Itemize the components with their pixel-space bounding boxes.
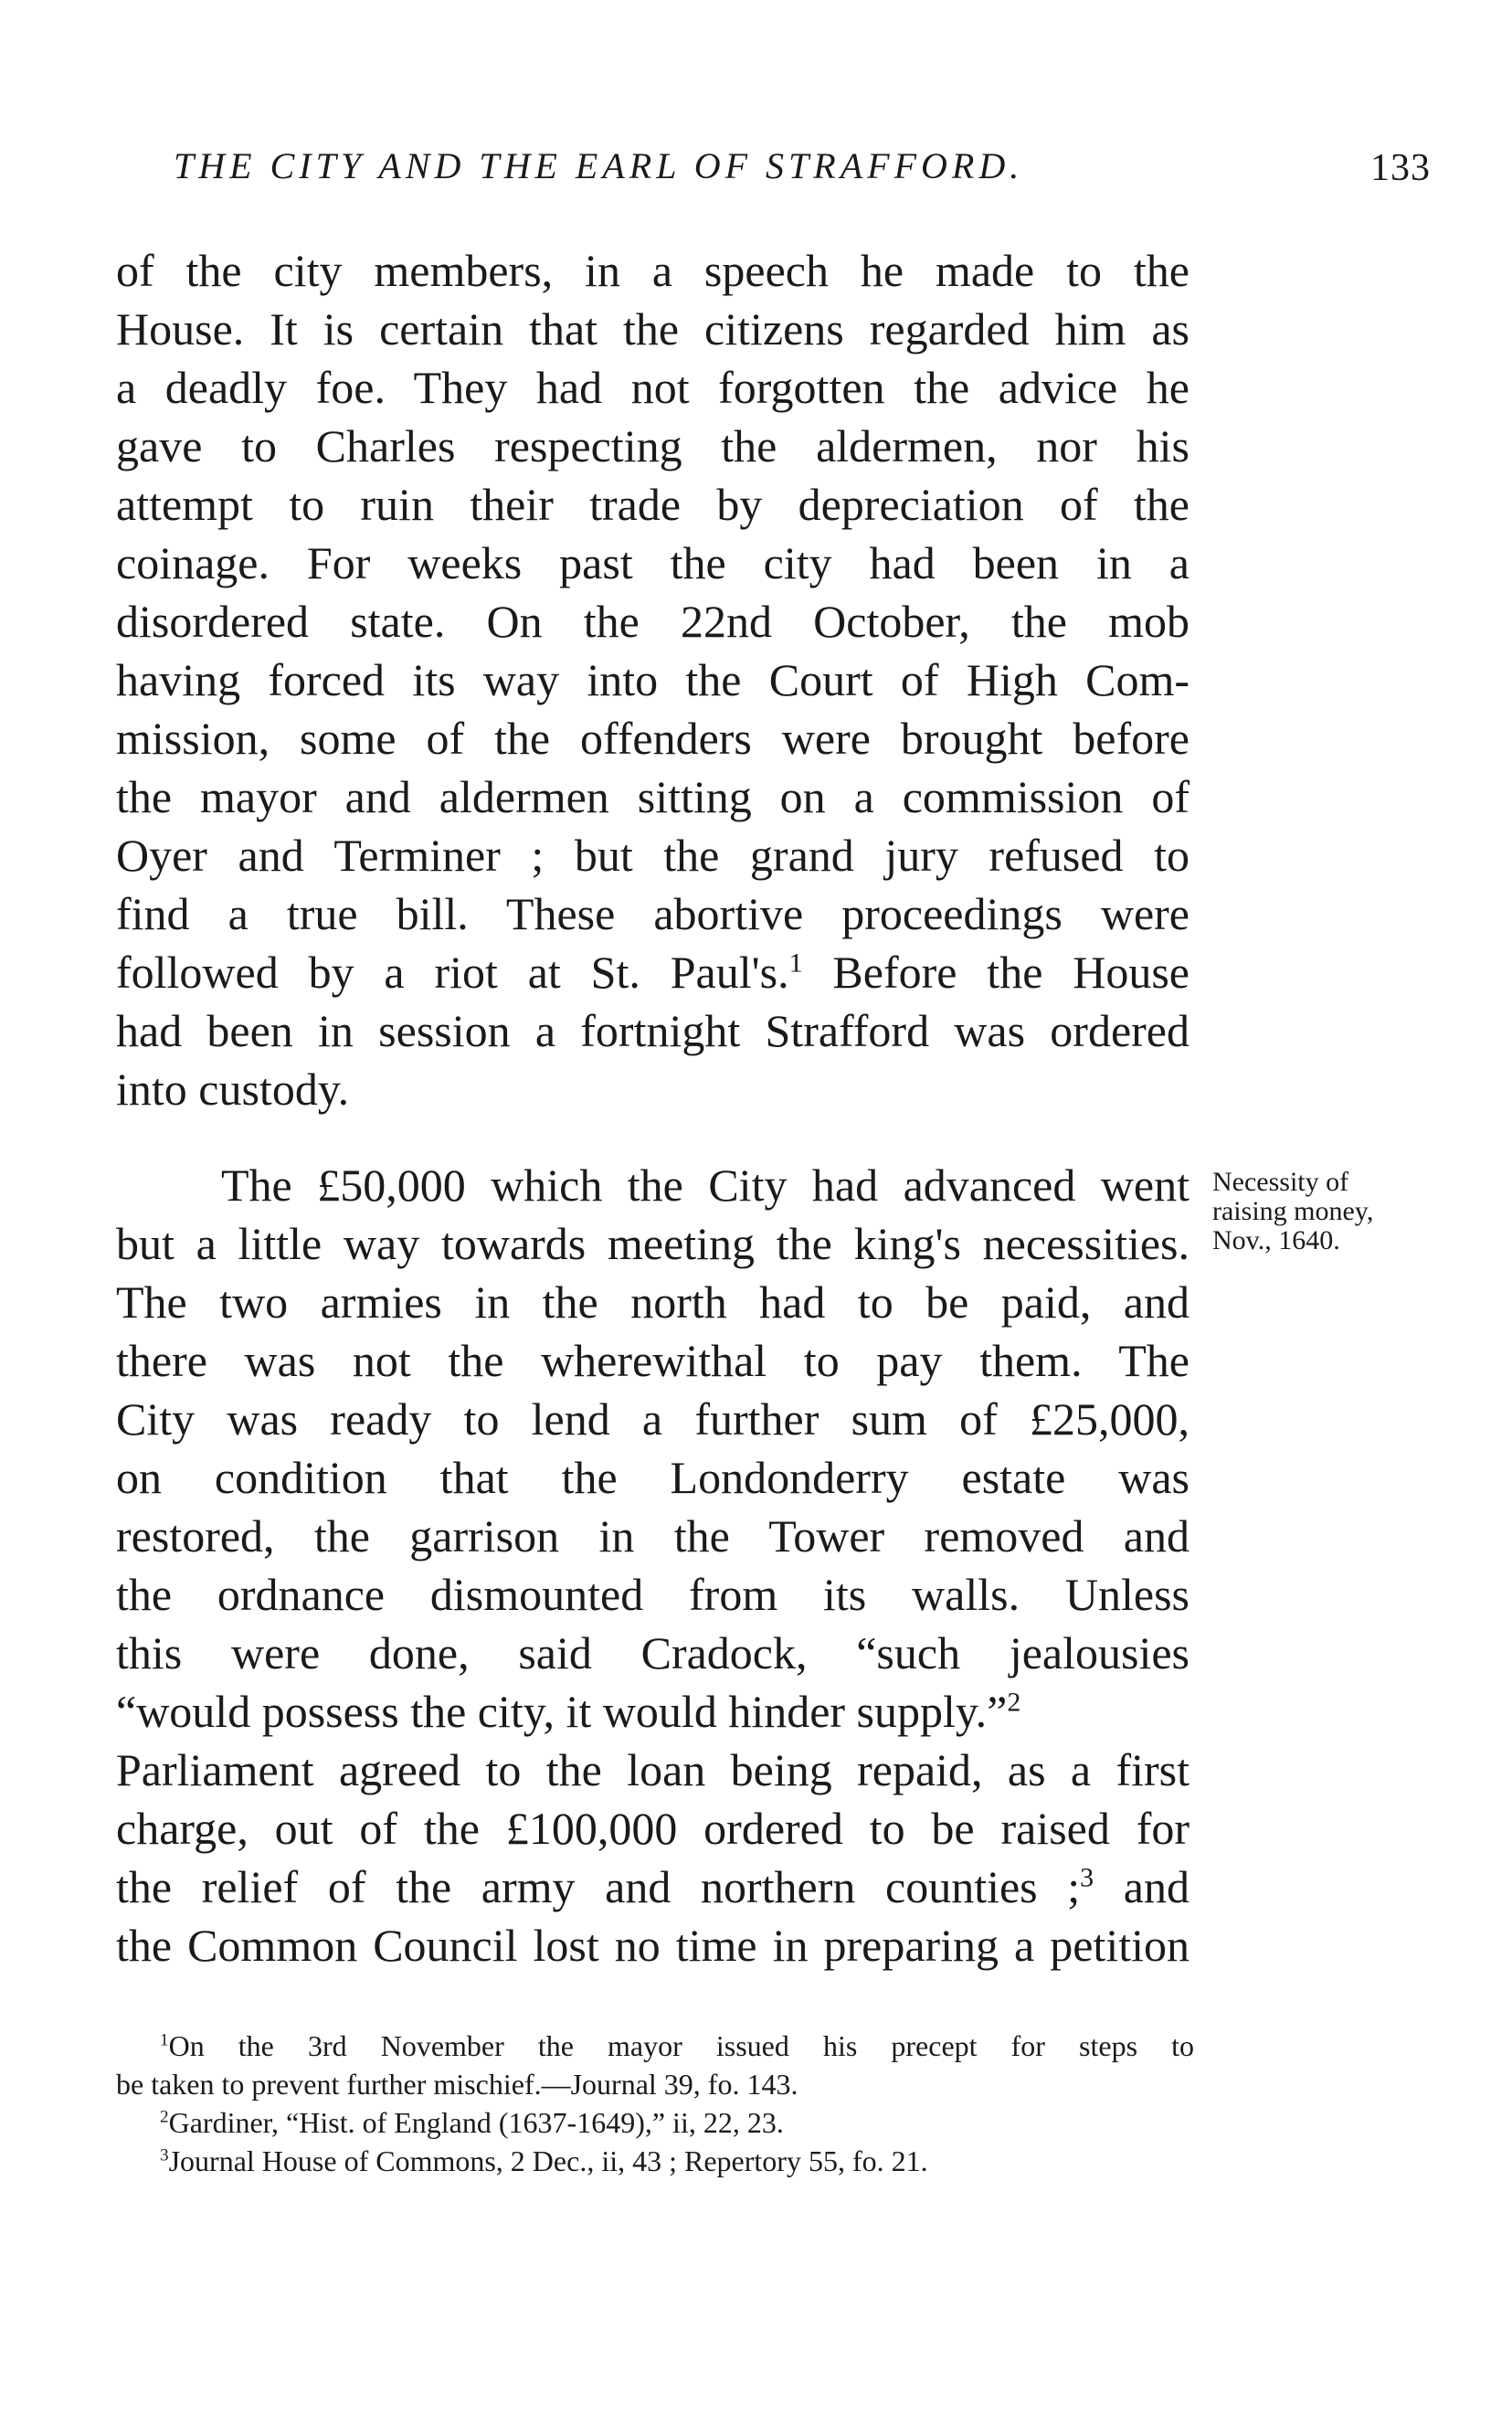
text-line: a deadly foe. They had not forgotten the advice he xyxy=(116,362,1190,413)
text-line: disordered state. On the 22nd October, the mob xyxy=(116,596,1190,647)
text-line-with-note xyxy=(116,1858,1190,1916)
footnotes xyxy=(116,2027,1194,2180)
text-line: find a true bill. These abortive proceedings were xyxy=(116,888,1190,939)
text-fragment: “would possess the city, it would hinder supply.” xyxy=(116,1686,1008,1737)
text-fragment: Before the House xyxy=(802,947,1190,998)
text-line: having forced its way into the Court of High Com- xyxy=(116,654,1190,705)
text-line: into custody. xyxy=(116,1064,350,1115)
text-line: of the city members, in a speech he made to the xyxy=(116,245,1190,296)
text-line: the Common Council lost no time in preparing a petition xyxy=(116,1920,1190,1971)
text-line: had been in session a fortnight Strafford was ordered xyxy=(116,1005,1190,1056)
text-line: mission, some of the offenders were brought before xyxy=(116,713,1190,764)
footnote-1 xyxy=(116,2027,1194,2065)
paragraph-1 xyxy=(116,241,1190,1118)
text-line: Parliament agreed to the loan being repaid, as a first xyxy=(116,1744,1190,1795)
text-line: coinage. For weeks past the city had been in a xyxy=(116,537,1190,588)
running-title: THE CITY AND THE EARL OF STRAFFORD. xyxy=(174,145,1024,186)
footnote-marker: 1 xyxy=(160,2030,169,2050)
text-line: on condition that the Londonderry estate was xyxy=(116,1452,1190,1503)
text-fragment: the relief of the army and northern counties ; xyxy=(116,1861,1081,1912)
footnote-text: Gardiner, “Hist. of England (1637-1649),” ii, 22, 23. xyxy=(168,2106,784,2139)
footnote-ref-2: 2 xyxy=(1007,1687,1021,1718)
text-line: this were done, said Cradock, “such jealousies xyxy=(116,1627,1190,1678)
footnote-ref-3: 3 xyxy=(1080,1862,1094,1893)
text-line: City was ready to lend a further sum of £25,000, xyxy=(116,1393,1190,1445)
footnote-text: On the 3rd November the mayor issued his precept for steps to xyxy=(168,2029,1194,2062)
footnote-2 xyxy=(116,2103,1194,2142)
text-fragment: and xyxy=(1094,1861,1190,1912)
footnote-ref-1: 1 xyxy=(788,948,803,979)
text-line-with-note xyxy=(116,943,1190,1001)
text-line: The two armies in the north had to be paid, and xyxy=(116,1276,1190,1328)
margin-note-line: Necessity of xyxy=(1212,1167,1349,1197)
text-line: but a little way towards meeting the king's necessities. xyxy=(116,1218,1190,1269)
page-number: 133 xyxy=(1370,147,1431,189)
footnote-marker: 2 xyxy=(160,2107,169,2127)
footnote-text: Journal House of Commons, 2 Dec., ii, 43 ; Repertory 55, fo. 21. xyxy=(168,2144,928,2177)
text-line: there was not the wherewithal to pay them. The xyxy=(116,1335,1190,1386)
text-line: the ordnance dismounted from its walls. Unless xyxy=(116,1569,1190,1620)
text-line: The £50,000 which the City had advanced went xyxy=(221,1159,1190,1211)
paragraph-2 xyxy=(116,1156,1190,1975)
text-line: gave to Charles respecting the aldermen, nor his xyxy=(116,420,1190,471)
text-fragment: followed by a riot at St. Paul's. xyxy=(116,947,789,998)
text-line: the mayor and aldermen sitting on a commission of xyxy=(116,771,1190,822)
text-line-with-note xyxy=(116,1682,1190,1741)
text-line: charge, out of the £100,000 ordered to be raised for xyxy=(116,1803,1190,1854)
text-line: House. It is certain that the citizens regarded him as xyxy=(116,303,1190,355)
footnote-1-continued: be taken to prevent further mischief.—Journal 39, fo. 143. xyxy=(116,2068,798,2101)
footnote-marker: 3 xyxy=(160,2145,169,2165)
footnote-3 xyxy=(116,2142,1194,2180)
text-line: restored, the garrison in the Tower removed and xyxy=(116,1510,1190,1562)
margin-note-line: raising money, xyxy=(1212,1196,1374,1226)
margin-note xyxy=(1212,1168,1441,1255)
text-line: Oyer and Terminer ; but the grand jury refused to xyxy=(116,830,1190,881)
margin-note-line: Nov., 1640. xyxy=(1212,1225,1340,1255)
text-line: attempt to ruin their trade by depreciation of the xyxy=(116,479,1190,530)
